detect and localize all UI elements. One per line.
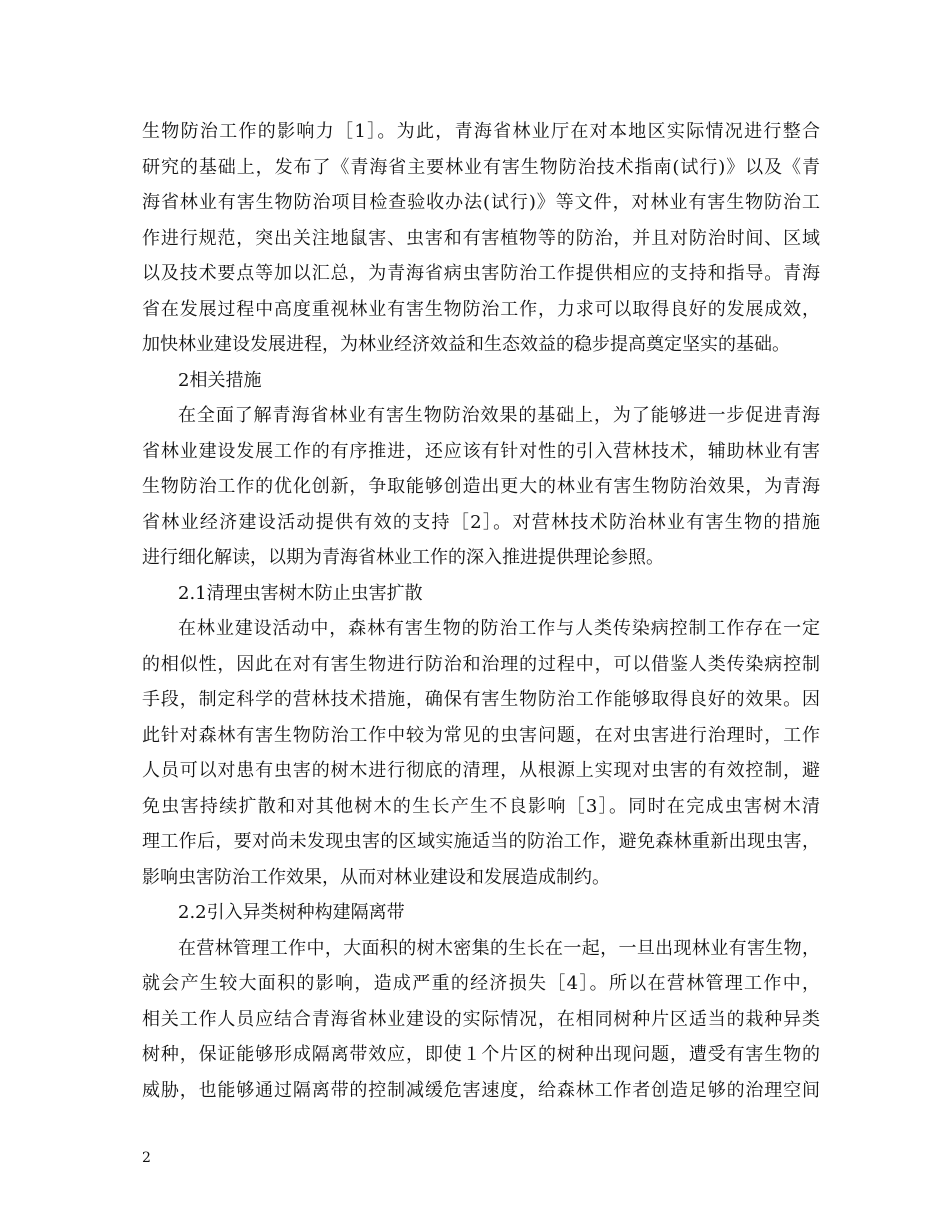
- text-line: 海省林业有害生物防治项目检查验收办法(试行)》等文件，对林业有害生物防治工: [142, 192, 820, 213]
- text-line: 树种，保证能够形成隔离带效应，即使１个片区的树种出现问题，遭受有害生物的: [142, 1044, 820, 1065]
- text-line: 人员可以对患有虫害的树木进行彻底的清理，从根源上实现对虫害的有效控制，避: [142, 760, 820, 781]
- text-line: 在全面了解青海省林业有害生物防治效果的基础上，为了能够进一步促进青海: [178, 405, 820, 426]
- text-line: 此针对森林有害生物防治工作中较为常见的虫害问题，在对虫害进行治理时，工作: [142, 724, 820, 746]
- text-line: 影响虫害防治工作效果，从而对林业建设和发展造成制约。: [142, 866, 610, 888]
- body-text: [142, 114, 820, 1108]
- text-line: 在林业建设活动中，森林有害生物的防治工作与人类传染病控制工作存在一定: [178, 618, 820, 639]
- subsection-heading: 2.2引入异类树种构建隔离带: [178, 902, 405, 923]
- page-number: 2: [142, 1150, 151, 1166]
- text-line: 理工作后，要对尚未发现虫害的区域实施适当的防治工作，避免森林重新出现虫害，: [142, 831, 820, 852]
- section-heading: 2相关措施: [178, 369, 262, 391]
- subsection-heading: 2.1清理虫害树木防止虫害扩散: [178, 582, 423, 604]
- text-line: 省林业经济建设活动提供有效的支持［2］。对营林技术防治林业有害生物的措施: [142, 511, 820, 533]
- text-line: 加快林业建设发展进程，为林业经济效益和生态效益的稳步提高奠定坚实的基础。: [142, 334, 790, 355]
- text-line: 威胁，也能够通过隔离带的控制减缓危害速度，给森林工作者创造足够的治理空间: [142, 1079, 820, 1101]
- text-line: 作进行规范，突出关注地鼠害、虫害和有害植物等的防治，并且对防治时间、区域: [142, 227, 820, 249]
- text-line: 以及技术要点等加以汇总，为青海省病虫害防治工作提供相应的支持和指导。青海: [142, 263, 820, 284]
- text-line: 研究的基础上，发布了《青海省主要林业有害生物防治技术指南(试行)》以及《青: [142, 156, 820, 178]
- text-line: 进行细化解读，以期为青海省林业工作的深入推进提供理论参照。: [142, 547, 664, 568]
- text-line: 就会产生较大面积的影响，造成严重的经济损失［4］。所以在营林管理工作中，: [142, 973, 820, 994]
- text-line: 省在发展过程中高度重视林业有害生物防治工作，力求可以取得良好的发展成效，: [142, 298, 820, 320]
- text-line: 在营林管理工作中，大面积的树木密集的生长在一起，一旦出现林业有害生物，: [178, 937, 820, 959]
- text-line: 生物防治工作的优化创新，争取能够创造出更大的林业有害生物防治效果，为青海: [142, 476, 820, 497]
- text-line: 省林业建设发展工作的有序推进，还应该有针对性的引入营林技术，辅助林业有害: [142, 440, 820, 462]
- text-line: 相关工作人员应结合青海省林业建设的实际情况，在相同树种片区适当的栽种异类: [142, 1008, 820, 1030]
- text-line: 生物防治工作的影响力［1］。为此，青海省林业厅在对本地区实际情况进行整合: [142, 121, 820, 142]
- text-line: 免虫害持续扩散和对其他树木的生长产生不良影响［3］。同时在完成虫害树木清: [142, 795, 820, 817]
- text-line: 的相似性，因此在对有害生物进行防治和治理的过程中，可以借鉴人类传染病控制: [142, 653, 820, 675]
- text-line: 手段，制定科学的营林技术措施，确保有害生物防治工作能够取得良好的效果。因: [142, 689, 820, 710]
